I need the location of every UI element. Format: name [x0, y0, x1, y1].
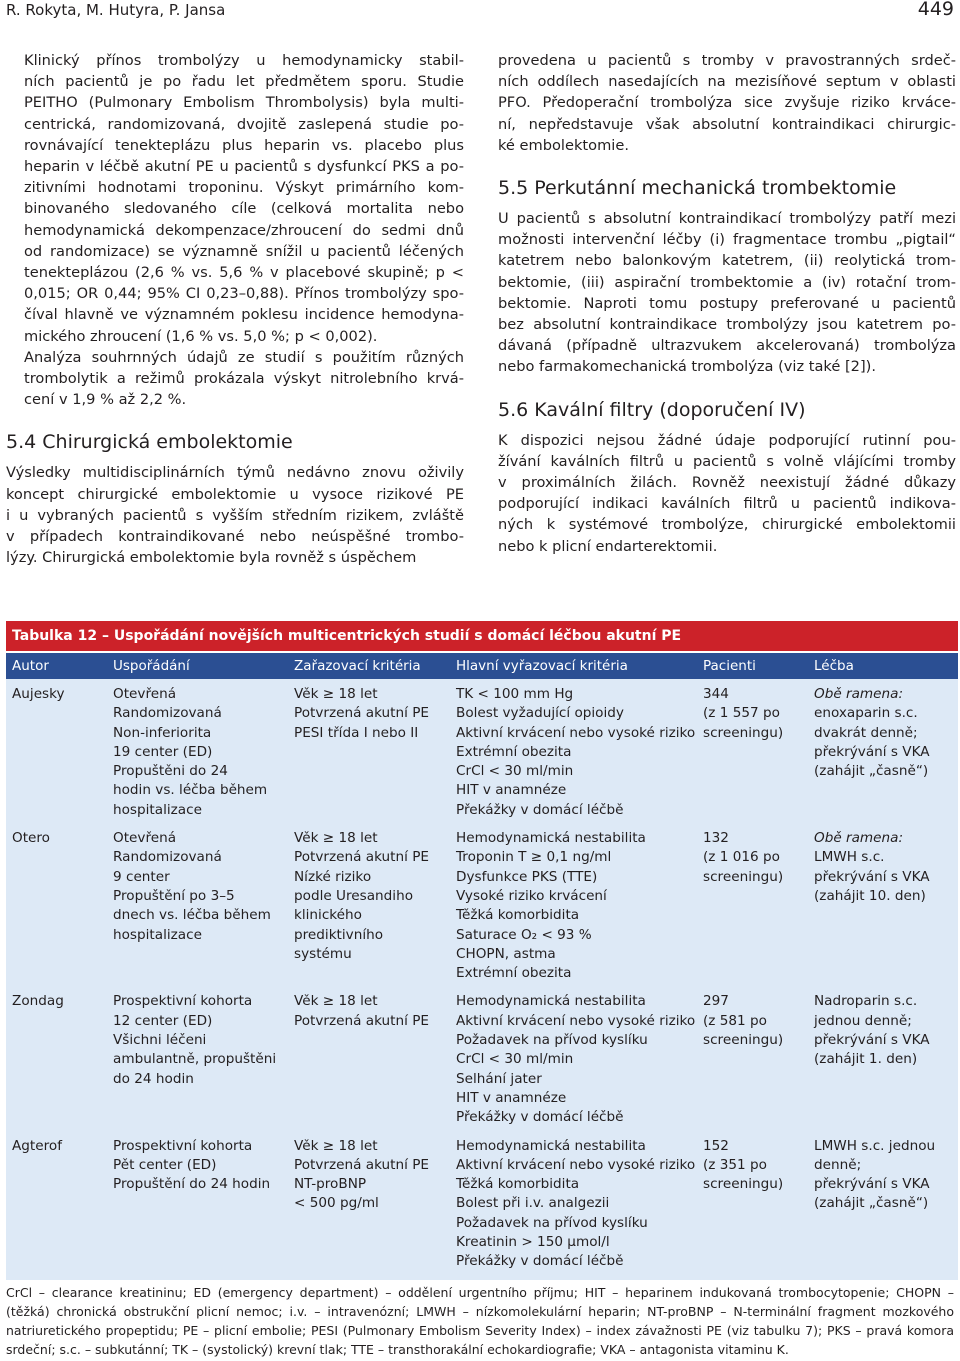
right-column: [498, 50, 956, 557]
cell-line: Prospektivní kohorta: [113, 1137, 253, 1154]
cell-line: Saturace O₂ < 93 %: [456, 926, 592, 943]
cell-line: Agterof: [12, 1137, 63, 1154]
text-line: trombolytik a režimů prokázala výskyt nitrolebního krvá-: [24, 370, 464, 388]
cell-line: LMWH s.c.: [814, 849, 885, 866]
text-line: nebo k plicní endarterektomii.: [498, 537, 718, 555]
text-line: číval hlavně ve významném poklesu incidence hemodyna-: [24, 306, 464, 324]
text-line: cení v 1,9 % až 2,2 %.: [24, 391, 187, 409]
text-line: i u vybraných pacientů s vyšším středním rizikem, zvláště: [6, 506, 464, 524]
text-line: zitivními hodnotami troponinu. Výskyt primárního kom-: [24, 179, 464, 197]
text-line: heparin v léčbě akutní PE u pacientů s dysfunkcí PKS a po-: [24, 158, 464, 176]
table-row: [6, 685, 958, 820]
cell-line: Otero: [12, 830, 50, 847]
text-line: v případech kontraindikované nebo neúspěšné trombo-: [6, 528, 464, 546]
cell-line: dnech vs. léčba během: [113, 907, 271, 924]
text-line: tenekteplázou (2,6 % vs. 5,6 % v placebové skupině; p <: [24, 264, 464, 282]
text-line: nebo farmakomechanická trombolýza (viz také [2]).: [498, 358, 876, 376]
text-line: hemodynamická dekompenzace/zhroucení do sedmi dnů: [24, 221, 464, 239]
cell-patients: [697, 1137, 808, 1272]
section-heading-5-4: 5.4 Chirurgická embolektomie: [6, 431, 293, 454]
cell-design: [107, 992, 288, 1127]
cell-design: [107, 1137, 288, 1272]
cell-author: [6, 1137, 107, 1272]
cell-line: Propuštění do 24 hodin: [113, 1176, 271, 1193]
column-header-design: Uspořádání: [113, 658, 190, 674]
cell-line: Aujesky: [12, 686, 65, 702]
cell-design: [107, 685, 288, 820]
cell-line: Věk ≥ 18 let: [294, 686, 378, 702]
cell-line: HIT v anamnéze: [456, 1089, 567, 1106]
cell-line: Extrémní obezita: [456, 743, 572, 760]
text-line: ných k systémové trombolýze, chirurgické embolektomii: [498, 516, 956, 534]
cell-line: Potvrzená akutní PE: [294, 705, 429, 722]
cell-line: screeningu): [703, 868, 784, 885]
cell-line: Nízké riziko: [294, 868, 372, 885]
text-line: ních pacientů je po řadu let předmětem sporu. Studie: [24, 73, 464, 91]
text-line: centrická, randomizovaná, dvojitě zaslepená studie po-: [24, 115, 464, 133]
cell-line: Selhání jater: [456, 1070, 542, 1087]
text-line: katetrem nebo balonkovým katetrem, (ii) reolytická trom-: [498, 252, 956, 270]
cell-line: 297: [703, 993, 729, 1010]
cell-line: Pět center (ED): [113, 1156, 217, 1173]
cell-line: TK < 100 mm Hg: [456, 686, 574, 702]
cell-exclusion: [450, 685, 697, 820]
cell-line: podle Uresandiho: [294, 887, 414, 904]
section-heading-5-5: 5.5 Perkutánní mechanická trombektomie: [498, 177, 897, 200]
cell-line: Bolest vyžadující opioidy: [456, 705, 624, 722]
cell-line: (z 581 po: [703, 1012, 767, 1029]
cell-line: 19 center (ED): [113, 743, 213, 760]
left-column: [6, 50, 464, 568]
table-body: [6, 679, 958, 1280]
cell-line: do 24 hodin: [113, 1070, 194, 1087]
cell-line: překrývání s VKA: [814, 1176, 930, 1193]
cell-line: prediktivního: [294, 926, 384, 943]
paragraph: [6, 347, 464, 411]
cell-line: Nadroparin s.c.: [814, 993, 918, 1010]
cell-inclusion: [288, 992, 450, 1127]
paragraph: [498, 430, 956, 557]
cell-line: screeningu): [703, 1032, 784, 1049]
cell-line: překrývání s VKA: [814, 743, 930, 760]
cell-line: (zahájit „časně“): [814, 1195, 929, 1212]
cell-author: [6, 685, 107, 820]
text-line: PFO. Předoperační trombolýza sice zvyšuje riziko krváce-: [498, 94, 956, 112]
text-line: K dispozici nejsou žádné údaje podporující rutinní pou-: [498, 431, 956, 449]
cell-line: enoxaparin s.c.: [814, 705, 918, 722]
cell-line: Překážky v domácí léčbě: [456, 1253, 624, 1270]
cell-line: CHOPN, astma: [456, 945, 556, 962]
text-line: v proximálních žilách. Rovněž neexistují žádné důkazy: [498, 474, 956, 492]
cell-patients: [697, 685, 808, 820]
cell-line: Prospektivní kohorta: [113, 993, 253, 1010]
text-line: ních oddílech nasedajících na mezisíňové septum v oblasti: [498, 73, 956, 91]
text-line: koncept chirurgické embolektomie u vysoce rizikové PE: [6, 485, 464, 503]
cell-line: Potvrzená akutní PE: [294, 1012, 429, 1029]
column-header-treatment: Léčba: [814, 658, 854, 674]
cell-design: [107, 829, 288, 983]
cell-line: hospitalizace: [113, 801, 202, 818]
text-line: provedena u pacientů s tromby v pravostranných srdeč-: [498, 52, 956, 69]
cell-line: Věk ≥ 18 let: [294, 830, 378, 847]
text-line: od randomizace) se významně snížil u pacientů léčených: [24, 242, 464, 260]
cell-line: Randomizovaná: [113, 705, 222, 722]
cell-line: (zahájit „časně“): [814, 763, 929, 780]
text-line: binovaného sledovaného cíle (celková mortalita nebo: [24, 200, 464, 218]
cell-treatment: [808, 685, 958, 820]
column-header-inclusion: Zařazovací kritéria: [294, 658, 421, 674]
text-line: dávaná (případně ultrazvukem akcelerovaná) trombolýza: [498, 337, 956, 355]
cell-author: [6, 992, 107, 1127]
text-line: rovnávající tenekteplázu plus heparin vs. placebo plus: [24, 136, 464, 154]
cell-line: Hemodynamická nestabilita: [456, 1137, 646, 1154]
cell-inclusion: [288, 829, 450, 983]
cell-line: hodin vs. léčba během: [113, 782, 268, 799]
paragraph: [6, 50, 464, 347]
cell-patients: [697, 829, 808, 983]
text-line: bektomie, (iii) aspirační trombektomie a (iv) rotační trom-: [498, 273, 956, 291]
text-line: lýzy. Chirurgická embolektomie byla rovněž s úspěchem: [6, 549, 417, 567]
cell-line: hospitalizace: [113, 926, 202, 943]
cell-line: denně;: [814, 1156, 862, 1173]
text-line: podporující indikaci kaválních filtrů u pacientů indikova-: [498, 495, 956, 513]
cell-line: Randomizovaná: [113, 849, 222, 866]
cell-exclusion: [450, 829, 697, 983]
cell-line: Věk ≥ 18 let: [294, 993, 378, 1010]
cell-line: Aktivní krvácení nebo vysoké riziko: [456, 724, 696, 741]
text-line: bektomie. Naproti tomu postupy preferované u pacientů: [498, 294, 956, 312]
cell-line: Otevřená: [113, 830, 177, 847]
cell-line: překrývání s VKA: [814, 1032, 930, 1049]
cell-line: (zahájit 10. den): [814, 887, 926, 904]
cell-line: dvakrát denně;: [814, 724, 918, 741]
cell-line: Hemodynamická nestabilita: [456, 830, 646, 847]
paragraph: [6, 462, 464, 568]
cell-line: (z 1 016 po: [703, 849, 780, 866]
cell-line: Překážky v domácí léčbě: [456, 1109, 624, 1126]
column-header-patients: Pacienti: [703, 658, 756, 674]
cell-line: Propuštěni do 24: [113, 763, 228, 780]
cell-line: jednou denně;: [814, 1012, 912, 1029]
cell-line: (z 351 po: [703, 1156, 767, 1173]
cell-line: screeningu): [703, 724, 784, 741]
text-line: Výsledky multidisciplinárních týmů nedávno znovu oživily: [6, 464, 464, 482]
cell-line: Potvrzená akutní PE: [294, 849, 429, 866]
table-header-row: [6, 653, 958, 679]
cell-line: Aktivní krvácení nebo vysoké riziko: [456, 1156, 696, 1173]
column-header-author: Autor: [12, 658, 49, 674]
cell-line: CrCl < 30 ml/min: [456, 763, 574, 780]
cell-line: klinického: [294, 907, 362, 924]
cell-line: (z 1 557 po: [703, 705, 780, 722]
cell-line: (zahájit 1. den): [814, 1051, 918, 1068]
cell-line: Věk ≥ 18 let: [294, 1137, 378, 1154]
cell-treatment: [808, 829, 958, 983]
text-line: U pacientů s absolutní kontraindikací trombolýzy patří mezi: [498, 210, 956, 228]
cell-line: Non-inferiorita: [113, 724, 212, 741]
cell-line: 152: [703, 1137, 729, 1154]
cell-line: Vysoké riziko krvácení: [456, 887, 607, 904]
text-line: PEITHO (Pulmonary Embolism Thrombolysis) byla multi-: [24, 94, 464, 112]
table-row: [6, 1137, 958, 1272]
cell-line: Překážky v domácí léčbě: [456, 801, 624, 818]
cell-line: systému: [294, 945, 352, 962]
running-header-authors: R. Rokyta, M. Hutyra, P. Jansa: [6, 1, 226, 19]
cell-line: Hemodynamická nestabilita: [456, 993, 646, 1010]
table-12: [6, 621, 958, 1280]
cell-line: screeningu): [703, 1176, 784, 1193]
running-header: [6, 0, 954, 26]
cell-inclusion: [288, 685, 450, 820]
cell-exclusion: [450, 992, 697, 1127]
text-line: ké embolektomie.: [498, 136, 629, 154]
cell-line: Požadavek na přívod kyslíku: [456, 1032, 648, 1049]
treatment-lead: Obě ramena:: [814, 686, 904, 702]
cell-line: ambulantně, propuštěni: [113, 1051, 277, 1068]
cell-line: Kreatinin > 150 μmol/l: [456, 1234, 610, 1251]
paragraph: [498, 208, 956, 378]
text-line: žívání kaválních filtrů u pacientů s volně vlájícími tromby: [498, 452, 956, 470]
cell-line: CrCl < 30 ml/min: [456, 1051, 574, 1068]
cell-line: Aktivní krvácení nebo vysoké riziko: [456, 1012, 696, 1029]
cell-line: Extrémní obezita: [456, 965, 572, 982]
cell-line: Těžká komorbidita: [456, 1176, 580, 1193]
cell-line: Bolest při i.v. analgezii: [456, 1195, 610, 1212]
cell-line: < 500 pg/ml: [294, 1195, 379, 1212]
cell-line: NT-proBNP: [294, 1176, 367, 1193]
section-heading-5-6: 5.6 Kavální filtry (doporučení IV): [498, 398, 806, 421]
cell-exclusion: [450, 1137, 697, 1272]
cell-line: 12 center (ED): [113, 1012, 213, 1029]
cell-line: LMWH s.c. jednou: [814, 1137, 936, 1154]
cell-line: Otevřená: [113, 686, 177, 702]
table-row: [6, 829, 958, 983]
text-line: 0,015; OR 0,44; 95% CI 0,23–0,88). Přínos trombolýzy spo-: [24, 285, 464, 303]
cell-line: 344: [703, 686, 729, 702]
cell-line: Těžká komorbidita: [456, 907, 580, 924]
treatment-lead: Obě ramena:: [814, 830, 904, 847]
cell-treatment: [808, 1137, 958, 1272]
table-row: [6, 992, 958, 1127]
text-line: možnosti intervenční léčby (i) fragmentace trombu „pigtail“: [498, 231, 956, 249]
cell-line: překrývání s VKA: [814, 868, 930, 885]
table-title: Tabulka 12 – Uspořádání novějších multicentrických studií s domácí léčbou akutní PE: [6, 621, 958, 651]
text-line: ní, nepředstavuje však absolutní kontraindikaci chirurgic-: [498, 115, 956, 133]
cell-line: 132: [703, 830, 729, 847]
column-header-exclusion: Hlavní vyřazovací kritéria: [456, 658, 628, 674]
text-line: Analýza souhrnných údajů ze studií s použitím různých: [24, 348, 464, 366]
text-line: Klinický přínos trombolýzy u hemodynamicky stabil-: [24, 52, 464, 69]
cell-line: Všichni léčeni: [113, 1032, 207, 1049]
cell-patients: [697, 992, 808, 1127]
cell-line: Potvrzená akutní PE: [294, 1156, 429, 1173]
cell-line: Požadavek na přívod kyslíku: [456, 1214, 648, 1231]
paragraph: [498, 50, 956, 156]
cell-line: Dysfunkce PKS (TTE): [456, 868, 598, 885]
cell-line: Propuštění po 3–5: [113, 887, 235, 904]
cell-inclusion: [288, 1137, 450, 1272]
cell-line: HIT v anamnéze: [456, 782, 567, 799]
table-footnote: CrCl – clearance kreatininu; ED (emergency department) – oddělení urgentního příjmu; HIT – heparinem indukovaná trombocytopenie; CHOPN – (těžká) chronická obstrukční plicní nemoc; i.v. – intravenózní; LMWH – nízkomolekulární heparin; NT-proBNP – N-terminální fragment mozkového natriuretického propeptidu; PE – plicní embolie; PESI (Pulmonary Embolism Severity Index) – index závažnosti PE (viz tabulku 7); PKS – pravá komora srdeční; s.c. – subkutánní; TK – (systolický) krevní tlak; TTE – transthorakální echokardiografie; VKA – antagonista vitaminu K.: [6, 1285, 954, 1357]
cell-author: [6, 829, 107, 983]
cell-treatment: [808, 992, 958, 1127]
cell-line: Troponin T ≥ 0,1 ng/ml: [456, 849, 612, 866]
text-line: bez absolutní kontraindikace trombolýzy jsou katetrem po-: [498, 316, 956, 334]
cell-line: Zondag: [12, 993, 64, 1010]
cell-line: 9 center: [113, 868, 170, 885]
text-line: mického zhroucení (1,6 % vs. 5,0 %; p < 0,002).: [24, 327, 378, 345]
page-number: 449: [917, 0, 954, 20]
cell-line: PESI třída I nebo II: [294, 724, 419, 741]
